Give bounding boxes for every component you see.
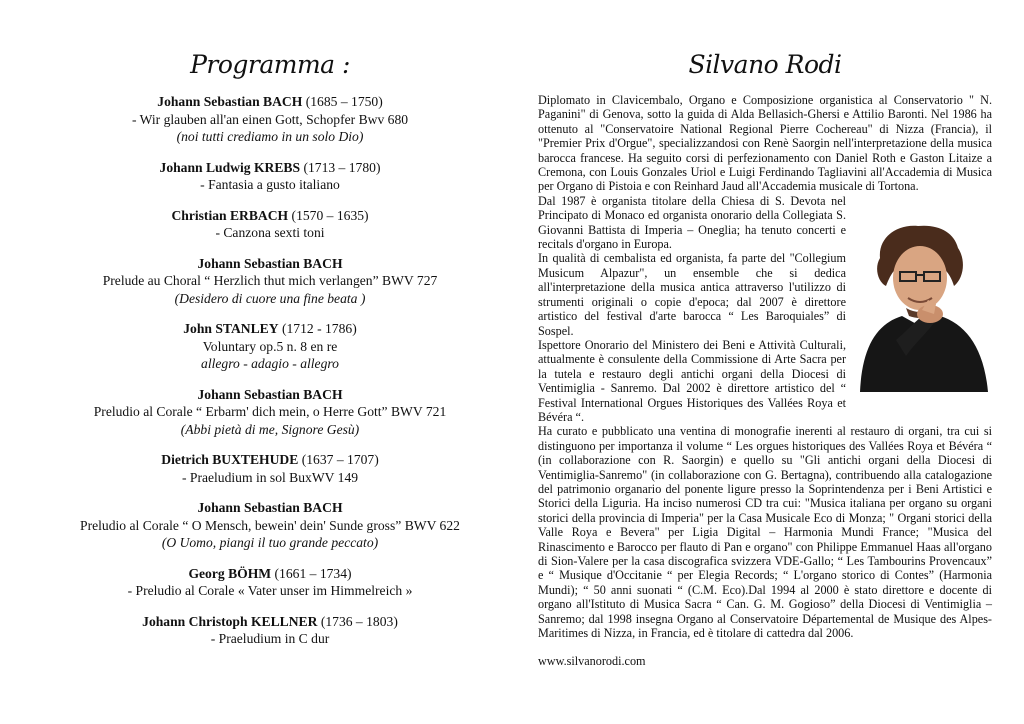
composer-name: Johann Sebastian BACH — [197, 386, 343, 402]
piece-translation: (O Uomo, piangi il tuo grande peccato) — [161, 535, 379, 550]
composer-dates: (1570 – 1635) — [288, 207, 369, 223]
piece-heading — [60, 320, 480, 338]
composer-name: Dietrich BUXTEHUDE — [161, 452, 299, 467]
program-column — [60, 50, 480, 661]
bio-paragraph: Dal 1987 è organista titolare della Chiesa di S. Devota nel Principato di Monaco ed organista onorario della Collegiata S. Giovanni Battista di Imperia – Oneglia; ha tenuto concerti e recitals d'organo in Europa. — [538, 193, 846, 252]
piece-heading — [60, 255, 480, 273]
program-piece — [60, 451, 480, 486]
piece-translation: allegro - adagio - allegro — [201, 356, 339, 371]
piece-heading — [60, 386, 480, 404]
program-list — [60, 93, 480, 648]
bio-paragraph: In qualità di cembalista ed organista, fa parte del "Collegium Musicum Alpazur", un ensemble che si dedica all'interpretazione della musica antica attraverso l'utilizzo di strumenti originali o copie d'epoca; dal 2007 è direttore artistico del festival d'arte barocca “ Les Baroquiales” di Sospel. — [538, 251, 846, 338]
bio-text — [538, 93, 992, 640]
piece-title: - Preludio al Corale « Vater unser im Himmelreich » — [127, 583, 413, 598]
composer-name: John STANLEY — [183, 321, 279, 336]
bio-title: Silvano Rodi — [688, 50, 842, 79]
program-title: Programma : — [190, 50, 350, 79]
piece-heading — [60, 451, 480, 469]
program-piece — [60, 613, 480, 648]
composer-dates: (1685 – 1750) — [302, 94, 383, 109]
portrait-illustration — [856, 220, 992, 392]
piece-heading — [60, 207, 480, 225]
composer-name: Johann Ludwig KREBS — [159, 159, 301, 175]
piece-title: - Praeludium in sol BuxWV 149 — [181, 469, 359, 485]
piece-title: - Fantasia a gusto italiano — [200, 177, 340, 192]
composer-name: Christian ERBACH — [171, 207, 289, 223]
piece-heading — [60, 499, 480, 517]
program-piece — [60, 93, 480, 146]
bio-paragraph-intro: Diplomato in Clavicembalo, Organo e Composizione organistica al Conservatorio " N. Paganini" di Genova, sotto la guida di Alda Bellasich-Ghersi e Attilio Baronti. Nel 1986 ha ottenuto al "Conservatoire National Regional Pierre Cochereau" di Nizza (Francia), il "Premier Prix d'Orgue", specializzandosi con Renè Saorgin nell'interpretazione della musica barocca francese. Ha seguito corsi di perfezionamento con Daniel Roth e Gaston Litaize a Cremona, con Louis Gonzales Uriol e Luigi Ferdinando Tagliavini all'Accademia di Musica per Organo di Pistoia e con Reinhard Jaud all'Accademia musicale di Tortona. — [538, 93, 992, 194]
piece-heading — [60, 159, 480, 177]
program-piece — [60, 499, 480, 552]
composer-name: Johann Sebastian BACH — [157, 94, 303, 109]
program-piece — [60, 565, 480, 600]
piece-heading — [60, 93, 480, 111]
piece-title: - Wir glauben all'an einen Gott, Schopfer Bwv 680 — [131, 111, 409, 127]
piece-title: Voluntary op.5 n. 8 en re — [202, 338, 338, 354]
composer-name: Johann Sebastian BACH — [197, 500, 343, 515]
piece-title: Preludio al Corale “ O Mensch, bewein' dein' Sunde gross” BWV 622 — [80, 517, 460, 533]
bio-column — [538, 50, 992, 669]
piece-heading — [60, 565, 480, 583]
piece-title: - Praeludium in C dur — [210, 631, 330, 646]
composer-dates: (1712 - 1786) — [278, 321, 357, 336]
composer-name: Georg BÖHM — [188, 565, 272, 581]
bio-paragraph: Ha curato e pubblicato una ventina di monografie inerenti al restauro di organi, tra cui si distinguono per importanza il volume “ Les orgues historiques des Vallées Roya et Bévéra “ (in collaborazione con R. Saorgin) e quello su "Gli antichi organi della Diocesi di Ventimiglia-Sanremo" (in collaborazione con G. Bertagna), contribuendo alla catalogazione del patrimonio organario del ponente ligure presso la Soprintendenza per i Beni Artistici e Storici della Liguria. Ha inciso numerosi CD tra cui: "Musica italiana per organo su organi storici della provincia di Imperia" per la Casa Musicale Eco di Monza; " Organi storici della Valle Roya e Bevera" per Ligia Digital – Harmonia Mundi France; "Musica del Rinascimento e Barocco per flauto di Pan e organo" con Philippe Emmanuel Haas all'organo di Sion-Valere per la casa discografica svizzera VDE-Gallo; “ Les Tambourins Provencaux” e “ Musique d'Occitanie “ per Elegia Records; “ L'organo storico di Contes” (Harmonia Mundi); “ 50 anni suonati “ (C.M. Eco).Dal 1994 al 2000 è stato direttore e docente di organo all'Istituto di Musica Sacra “ Can. G. M. Gogioso” della Diocesi di Ventimiglia – Sanremo; dal 1998 insegna Organo al Conservatoire Départemental de Musique des Alpes-Maritimes di Nizza, in Francia, ed è titolare di cattedra dal 2006. — [538, 424, 992, 641]
composer-dates: (1736 – 1803) — [317, 613, 398, 629]
composer-dates: (1637 – 1707) — [298, 452, 379, 467]
composer-name: Johann Sebastian BACH — [197, 255, 343, 271]
website-link[interactable]: www.silvanorodi.com — [538, 654, 646, 669]
piece-translation: (noi tutti crediamo in un solo Dio) — [176, 129, 364, 144]
program-piece — [60, 159, 480, 194]
composer-dates: (1713 – 1780) — [300, 159, 381, 175]
piece-translation: (Abbi pietà di me, Signore Gesù) — [180, 421, 360, 437]
piece-title: Prelude au Choral “ Herzlich thut mich verlangen” BWV 727 — [102, 273, 438, 288]
piece-title: - Canzona sexti toni — [215, 225, 325, 240]
program-piece — [60, 255, 480, 308]
program-piece — [60, 320, 480, 373]
program-piece — [60, 207, 480, 242]
piece-title: Preludio al Corale “ Erbarm' dich mein, o Herre Gott” BWV 721 — [93, 404, 447, 419]
composer-dates: (1661 – 1734) — [271, 565, 352, 581]
piece-heading — [60, 613, 480, 631]
composer-name: Johann Christoph KELLNER — [142, 613, 318, 629]
program-piece — [60, 386, 480, 439]
bio-paragraph: Ispettore Onorario del Ministero dei Beni e Attività Culturali, attualmente è consulente della Commissione di Arte Sacra per la tutela e restauro degli antichi organi della Diocesi di Ventimiglia - Sanremo. Dal 2002 è direttore artistico del “ Festival International Orgues Historiques des Vallées Roya et Bévéra “. — [538, 337, 846, 424]
portrait-photo — [856, 220, 992, 392]
piece-translation: (Desidero di cuore una fine beata ) — [174, 290, 366, 306]
